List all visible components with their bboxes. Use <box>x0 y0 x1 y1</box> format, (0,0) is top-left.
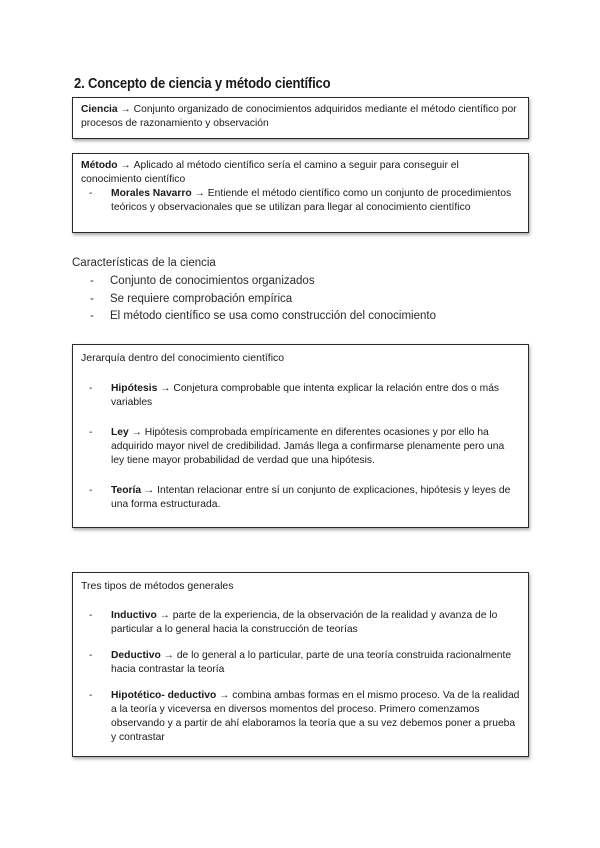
term-deductivo: Deductivo <box>111 650 161 661</box>
arrow: → <box>117 160 134 171</box>
term-ciencia: Ciencia <box>81 104 118 115</box>
list-dash: - <box>89 188 93 199</box>
list-dash: - <box>90 310 94 322</box>
term-metodo: Método <box>81 160 118 171</box>
list-dash: - <box>89 427 93 438</box>
list-caracteristicas <box>90 273 436 326</box>
definition-inductivo: parte de la experiencia, de la observación de la realidad y avanza de lo particular a lo general hacia la construcción de teorías <box>111 610 498 635</box>
term-inductivo: Inductivo <box>111 610 157 621</box>
list-dash: - <box>89 383 93 394</box>
definition-box-ciencia <box>72 97 529 139</box>
list-item-text: El método científico se usa como construcción del conocimiento <box>110 310 436 322</box>
method-item-deductivo <box>89 649 520 677</box>
method-item-hipotetico-deductivo <box>89 689 520 745</box>
hierarchy-item-ley <box>89 426 520 468</box>
arrow: → <box>191 188 208 199</box>
definition-box-metodo <box>72 153 529 233</box>
list-item-text: Conjunto de conocimientos organizados <box>110 275 315 287</box>
definition-ciencia: Conjunto organizado de conocimientos adquiridos mediante el método científico por procesos de razonamiento y observación <box>81 104 517 129</box>
list-item <box>90 291 436 309</box>
list-dash: - <box>89 485 93 496</box>
definition-teoria: Intentan relacionar entre sí un conjunto de explicaciones, hipótesis y leyes de una forma estructurada. <box>111 485 511 510</box>
arrow: → <box>117 104 134 115</box>
box-heading-jerarquia: Jerarquía dentro del conocimiento científico <box>81 352 285 364</box>
hierarchy-item-hipotesis <box>89 382 520 410</box>
method-item-inductivo <box>89 609 520 637</box>
definition-morales-navarro: Entiende el método científico como un conjunto de procedimientos teóricos y observacionales que se utilizan para llegar al conocimiento científico <box>111 188 512 213</box>
list-dash: - <box>90 292 94 305</box>
term-ley: Ley <box>111 427 129 438</box>
box-heading-metodos: Tres tipos de métodos generales <box>81 580 234 592</box>
methods-box <box>72 572 529 757</box>
arrow: → <box>160 650 177 661</box>
definition-deductivo: de lo general a lo particular, parte de una teoría construida racionalmente hacia contrastar la teoría <box>111 650 512 675</box>
list-dash: - <box>90 275 94 287</box>
arrow: → <box>128 427 145 438</box>
definition-ley: Hipótesis comprobada empíricamente en diferentes ocasiones y por ello ha adquirido mayor nivel de credibilidad. Jamás llega a confirmarse plenamente pero una ley tiene mayor probabilidad de verdad que una hipótesis. <box>111 427 505 466</box>
hierarchy-item-teoria <box>89 484 520 512</box>
list-dash: - <box>89 650 93 661</box>
sub-item-morales-navarro <box>89 187 520 215</box>
arrow: → <box>141 485 158 496</box>
definition-metodo: Aplicado al método científico sería el camino a seguir para conseguir el conocimiento científico <box>81 160 459 185</box>
definition-hipotetico-deductivo: combina ambas formas en el mismo proceso. Va de la realidad a la teoría y viceversa en diversos momentos del proceso. Primero comenzamos observando y a partir de ahí elaboramos la teoría que a su vez debemos poner a prueba y contrastar <box>111 690 520 743</box>
list-item <box>90 308 436 326</box>
list-dash: - <box>89 690 93 701</box>
arrow: → <box>156 610 173 621</box>
arrow: → <box>157 383 174 394</box>
list-dash: - <box>89 610 93 621</box>
hierarchy-box <box>72 344 529 528</box>
list-item <box>90 273 436 291</box>
term-morales-navarro: Morales Navarro <box>111 188 192 199</box>
definition-hipotesis: Conjetura comprobable que intenta explicar la relación entre dos o más variables <box>111 383 500 408</box>
term-hipotesis: Hipótesis <box>111 383 158 394</box>
term-hipotetico-deductivo: Hipotético- deductivo <box>111 690 217 701</box>
arrow: → <box>216 690 233 701</box>
section-heading-caracteristicas: Características de la ciencia <box>72 257 216 269</box>
page-title: 2. Concepto de ciencia y método científico <box>74 76 331 92</box>
list-item-text: Se requiere comprobación empírica <box>110 292 293 305</box>
term-teoria: Teoría <box>111 485 142 496</box>
